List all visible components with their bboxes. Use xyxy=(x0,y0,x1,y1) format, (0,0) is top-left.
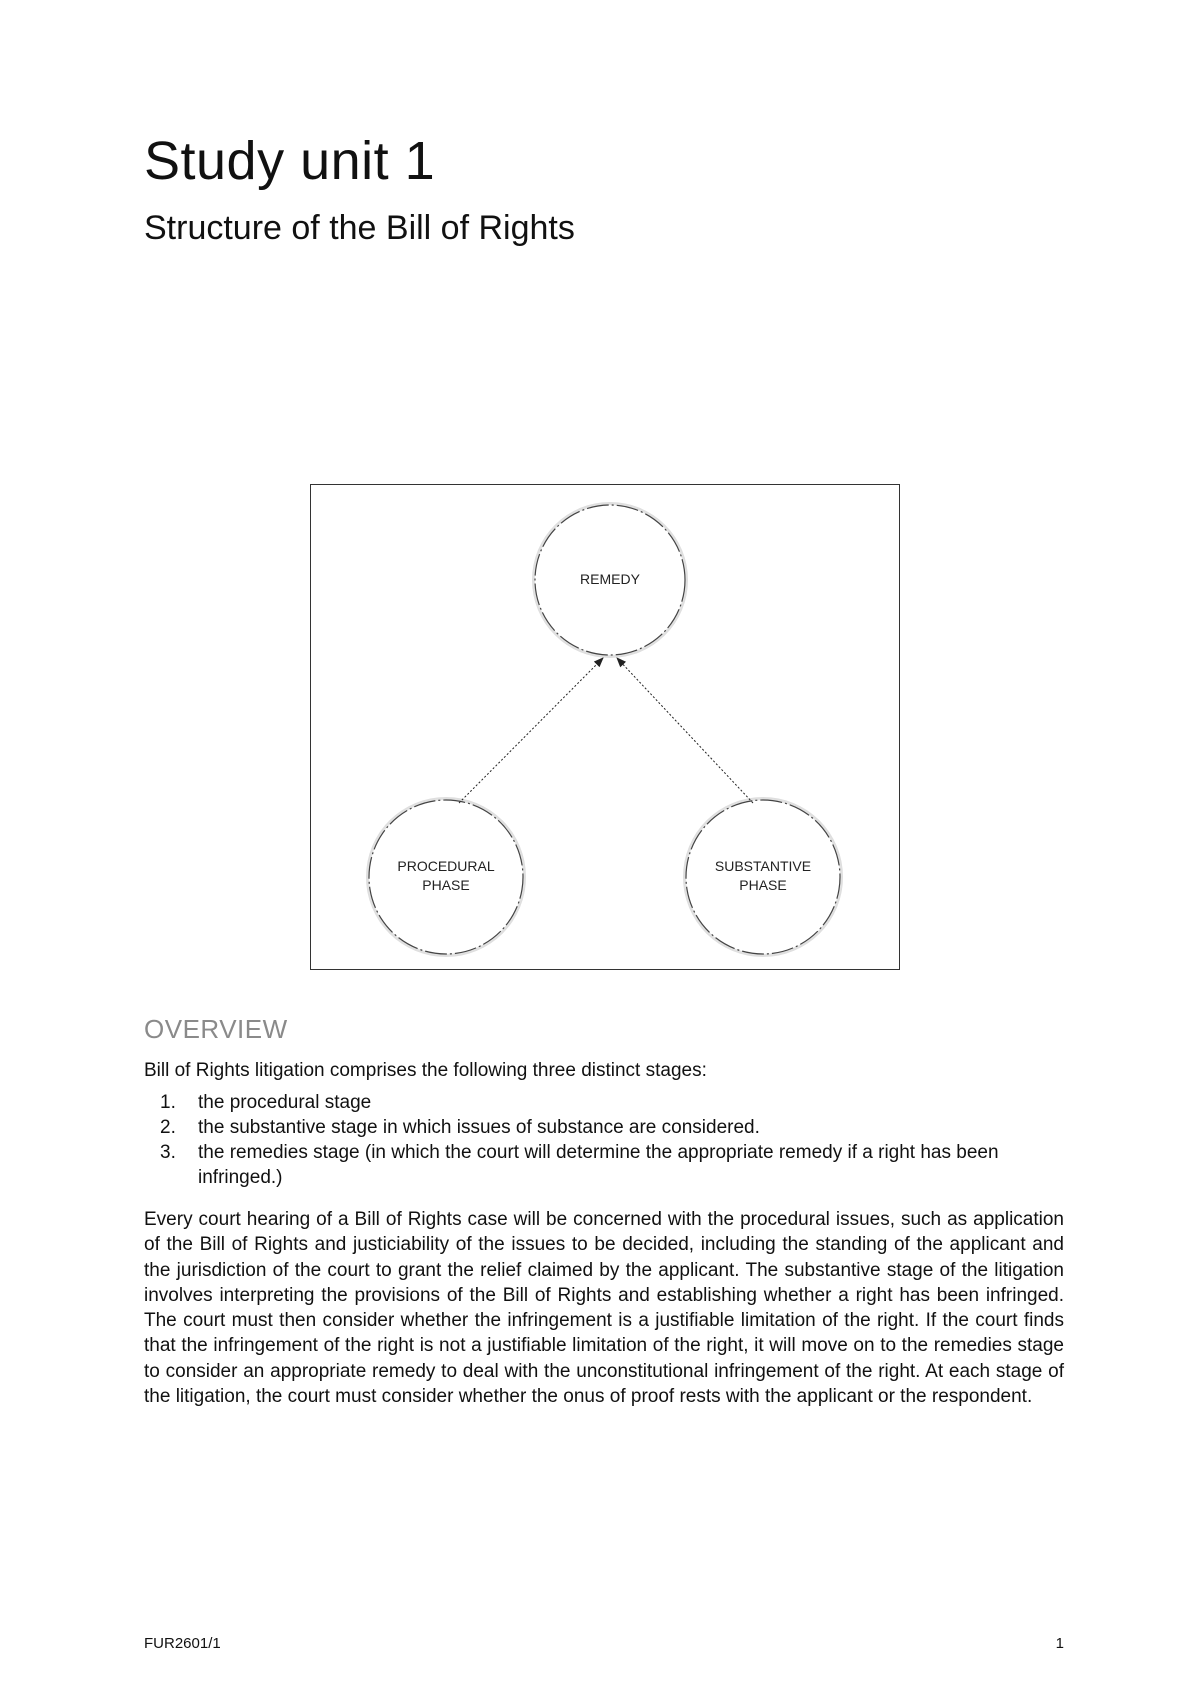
overview-heading: OVERVIEW xyxy=(144,1014,288,1044)
substantive-to-remedy-arrow xyxy=(617,658,753,803)
page-subtitle: Structure of the Bill of Rights xyxy=(144,209,575,247)
substantive-phase-label: SUBSTANTIVE PHASE xyxy=(714,858,812,893)
page-title: Study unit 1 xyxy=(144,131,436,191)
remedy-label: REMEDY xyxy=(580,571,640,587)
list-item xyxy=(144,1140,1064,1190)
course-code: FUR2601/1 xyxy=(144,1635,221,1652)
list-item-number: 3. xyxy=(160,1142,176,1163)
procedural-to-remedy-arrow xyxy=(459,658,603,803)
diagram-canvas xyxy=(311,485,901,971)
page-number: 1 xyxy=(1055,1635,1064,1652)
overview-intro: Bill of Rights litigation comprises the following three distinct stages: xyxy=(144,1060,707,1081)
list-item-text: the substantive stage in which issues of substance are considered. xyxy=(198,1117,760,1138)
procedural-phase-label: PROCEDURAL PHASE xyxy=(397,858,495,893)
list-item-number: 1. xyxy=(160,1092,176,1113)
overview-paragraph: Every court hearing of a Bill of Rights case will be concerned with the procedural issues, such as application of the Bill of Rights and justiciability of the issues to be decided, including the standing of the applicant and the jurisdiction of the court to grant the relief claimed by the applicant. The substantive stage of the litigation involves interpreting the provisions of the Bill of Rights and establishing whether a right has been infringed. The court must then consider whether the infringement is a justifiable limitation of the right. If the court finds that the infringement of the right is not a justifiable limitation of the right, it will move on to the remedies stage to consider an appropriate remedy to deal with the unconstitutional infringement of the right. At each stage of the litigation, the court must consider whether the onus of proof rests with the applicant or the respondent. xyxy=(144,1209,1064,1408)
bill-of-rights-diagram xyxy=(310,484,900,970)
list-item xyxy=(144,1115,1064,1140)
list-item-text: the remedies stage (in which the court will determine the appropriate remedy if a right has been infringed.) xyxy=(198,1142,999,1188)
list-item-number: 2. xyxy=(160,1117,176,1138)
list-item-text: the procedural stage xyxy=(198,1092,372,1113)
list-item xyxy=(144,1090,1064,1115)
stages-list xyxy=(144,1090,1064,1190)
